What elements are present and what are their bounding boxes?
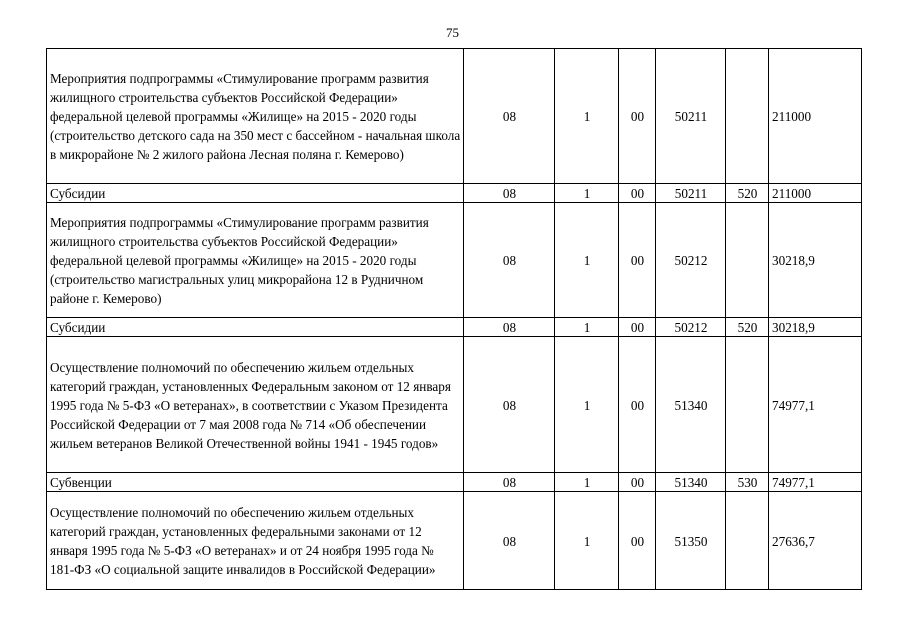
cell-subprogram: 00 — [619, 203, 656, 318]
cell-expense-type: 530 — [726, 473, 769, 492]
cell-expense-type — [726, 203, 769, 318]
row-name: Субвенции — [47, 473, 464, 492]
cell-subprogram: 00 — [619, 318, 656, 337]
table-row — [47, 337, 862, 473]
cell-article: 51340 — [656, 337, 726, 473]
cell-amount: 211000 — [769, 184, 862, 203]
cell-section: 08 — [464, 184, 555, 203]
page-number: 75 — [446, 25, 459, 40]
cell-subprogram: 00 — [619, 492, 656, 590]
budget-table — [46, 48, 862, 590]
cell-program: 1 — [555, 203, 619, 318]
cell-section: 08 — [464, 492, 555, 590]
cell-article: 50211 — [656, 49, 726, 184]
cell-subprogram: 00 — [619, 473, 656, 492]
cell-program: 1 — [555, 49, 619, 184]
cell-expense-type — [726, 337, 769, 473]
cell-amount: 30218,9 — [769, 318, 862, 337]
cell-expense-type — [726, 49, 769, 184]
table-row — [47, 49, 862, 184]
table-row — [47, 184, 862, 203]
cell-section: 08 — [464, 318, 555, 337]
cell-section: 08 — [464, 203, 555, 318]
cell-section: 08 — [464, 49, 555, 184]
cell-section: 08 — [464, 337, 555, 473]
cell-subprogram: 00 — [619, 337, 656, 473]
cell-article: 50212 — [656, 318, 726, 337]
cell-amount: 74977,1 — [769, 473, 862, 492]
row-name: Субсидии — [47, 184, 464, 203]
table-row — [47, 492, 862, 590]
row-name: Мероприятия подпрограммы «Стимулирование программ развития жилищного строительства субъектов Российской Федерации» федеральной целевой программы «Жилище» на 2015 - 2020 годы (строительство детского сада на 350 мест с бассейном - начальная школа в микрорайоне № 2 жилого района Лесная поляна г. Кемерово) — [47, 49, 464, 184]
cell-expense-type — [726, 492, 769, 590]
row-name: Осуществление полномочий по обеспечению жильем отдельных категорий граждан, установленных Федеральным законом от 12 января 1995 года № 5-ФЗ «О ветеранах», в соответствии с Указом Президента Российской Федерации от 7 мая 2008 года № 714 «Об обеспечении жильем ветеранов Великой Отечественной войны 1941 - 1945 годов» — [47, 337, 464, 473]
cell-article: 51340 — [656, 473, 726, 492]
cell-subprogram: 00 — [619, 49, 656, 184]
cell-program: 1 — [555, 337, 619, 473]
cell-article: 50211 — [656, 184, 726, 203]
cell-amount: 27636,7 — [769, 492, 862, 590]
cell-section: 08 — [464, 473, 555, 492]
cell-program: 1 — [555, 492, 619, 590]
cell-expense-type: 520 — [726, 318, 769, 337]
cell-amount: 30218,9 — [769, 203, 862, 318]
table-row — [47, 473, 862, 492]
row-name: Осуществление полномочий по обеспечению жильем отдельных категорий граждан, установленных федеральными законами от 12 января 1995 года № 5-ФЗ «О ветеранах» и от 24 ноября 1995 года № 181-ФЗ «О социальной защите инвалидов в Российской Федерации» — [47, 492, 464, 590]
cell-expense-type: 520 — [726, 184, 769, 203]
cell-program: 1 — [555, 184, 619, 203]
cell-program: 1 — [555, 318, 619, 337]
row-name: Мероприятия подпрограммы «Стимулирование программ развития жилищного строительства субъектов Российской Федерации» федеральной целевой программы «Жилище» на 2015 - 2020 годы (строительство магистральных улиц микрорайона 12 в Рудничном районе г. Кемерово) — [47, 203, 464, 318]
row-name: Субсидии — [47, 318, 464, 337]
cell-subprogram: 00 — [619, 184, 656, 203]
cell-amount: 74977,1 — [769, 337, 862, 473]
table-row — [47, 203, 862, 318]
cell-article: 50212 — [656, 203, 726, 318]
table-row — [47, 318, 862, 337]
cell-article: 51350 — [656, 492, 726, 590]
cell-program: 1 — [555, 473, 619, 492]
cell-amount: 211000 — [769, 49, 862, 184]
